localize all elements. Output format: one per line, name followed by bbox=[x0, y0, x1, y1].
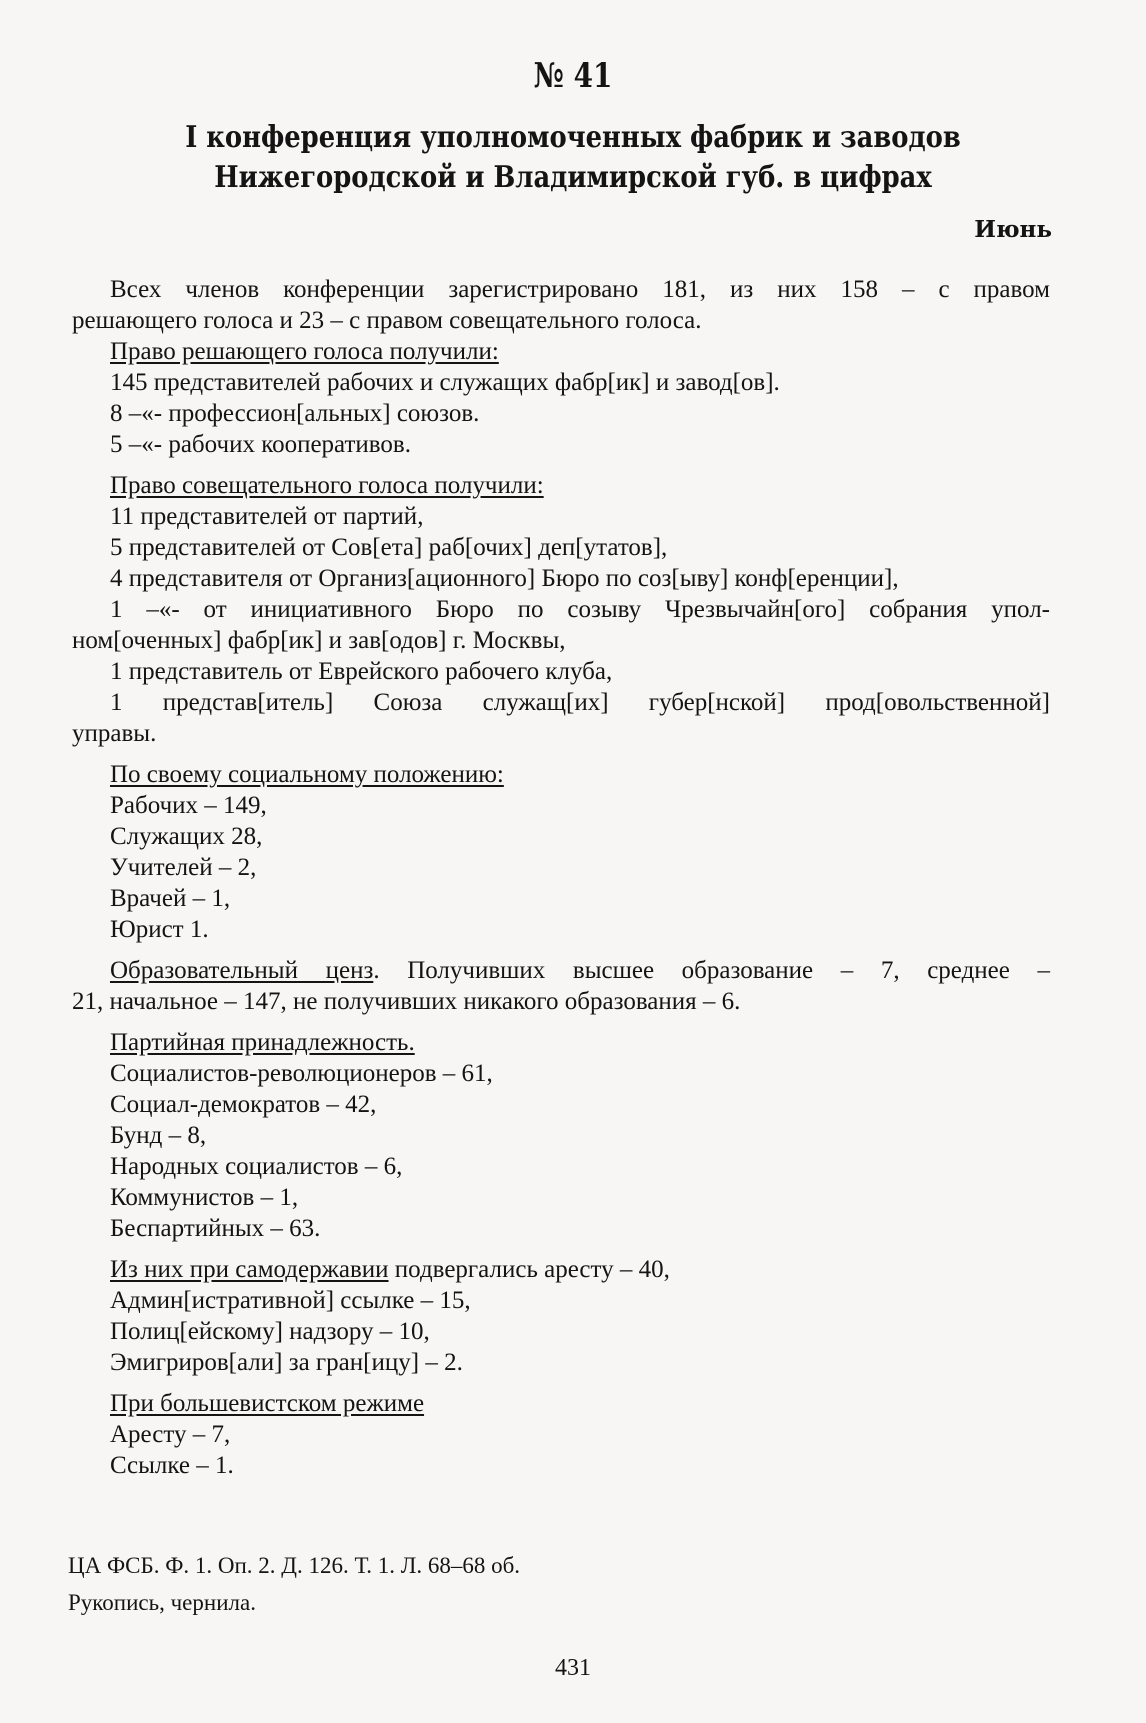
list-item: Полиц[ейскому] надзору – 10, bbox=[110, 1318, 430, 1345]
source-note bbox=[68, 1547, 520, 1621]
section-heading: Право совещательного голоса получили: bbox=[110, 472, 544, 499]
list-item: 8 –«- профессион[альных] союзов. bbox=[110, 400, 480, 427]
list-item: Админ[истративной] ссылке – 15, bbox=[110, 1287, 471, 1314]
list-item: Беспартийных – 63. bbox=[110, 1215, 321, 1242]
manuscript-note: Рукопись, чернила. bbox=[68, 1590, 256, 1615]
section-heading: Образовательный ценз bbox=[110, 957, 374, 984]
list-item: Бунд – 8, bbox=[110, 1122, 207, 1149]
list-item: 145 представителей рабочих и служащих фабр[ик] и завод[ов]. bbox=[110, 369, 780, 396]
title-line-1: I конференция уполномоченных фабрик и заводов bbox=[185, 120, 961, 155]
list-item: 5 –«- рабочих кооперативов. bbox=[110, 431, 411, 458]
section-heading: По своему социальному положению: bbox=[110, 761, 504, 788]
list-item: Учителей – 2, bbox=[110, 854, 257, 881]
list-item: Служащих 28, bbox=[110, 823, 263, 850]
advisory-vote-section bbox=[72, 470, 1050, 749]
list-item: 4 представителя от Организ[ационного] Бюро по соз[ыву] конф[еренции], bbox=[110, 565, 899, 592]
bolshevik-repression-section bbox=[72, 1388, 1050, 1481]
list-item: Аресту – 7, bbox=[110, 1421, 231, 1448]
text-run: . Получивших высшее образование – 7, среднее – bbox=[373, 957, 1050, 984]
education-section bbox=[72, 955, 1050, 1017]
list-item: Социал-демократов – 42, bbox=[110, 1091, 377, 1118]
page-number: 431 bbox=[555, 1655, 591, 1681]
list-item: 5 представителей от Сов[ета] раб[очих] деп[утатов], bbox=[110, 534, 668, 561]
list-item: Врачей – 1, bbox=[110, 885, 231, 912]
list-item: Коммунистов – 1, bbox=[110, 1184, 299, 1211]
tsarist-repression-section bbox=[72, 1254, 1050, 1378]
archive-reference: ЦА ФСБ. Ф. 1. Оп. 2. Д. 126. Т. 1. Л. 68–68 об. bbox=[68, 1553, 521, 1578]
list-item: Народных социалистов – 6, bbox=[110, 1153, 403, 1180]
title-line-2: Нижегородской и Владимирской губ. в цифрах bbox=[214, 160, 932, 195]
social-status-section bbox=[72, 759, 1050, 945]
document-number: № 41 bbox=[533, 56, 613, 96]
section-heading: Из них при самодержавии bbox=[110, 1256, 389, 1283]
list-item: Юрист 1. bbox=[110, 916, 209, 943]
text-line: Всех членов конференции зарегистрировано 181, из них 158 – с правом bbox=[110, 276, 1050, 303]
text-run: подвергались аресту – 40, bbox=[388, 1256, 670, 1283]
section-heading: Партийная принадлежность. bbox=[110, 1029, 415, 1056]
intro-paragraph bbox=[72, 274, 1050, 336]
list-item: 1 представ[итель] Союза служащ[их] губер[нской] прод[овольственной] bbox=[110, 689, 1050, 716]
list-item: Ссылке – 1. bbox=[110, 1452, 234, 1479]
list-item: Эмигриров[али] за гран[ицу] – 2. bbox=[110, 1349, 463, 1376]
section-heading: При большевистском режиме bbox=[110, 1390, 425, 1417]
list-item: Социалистов-революционеров – 61, bbox=[110, 1060, 493, 1087]
list-item: Рабочих – 149, bbox=[110, 792, 267, 819]
decisive-vote-section bbox=[72, 336, 1050, 460]
list-item: 11 представителей от партий, bbox=[110, 503, 424, 530]
list-item: ном[оченных] фабр[ик] и зав[одов] г. Москвы, bbox=[72, 627, 566, 654]
list-item: 1 представитель от Еврейского рабочего клуба, bbox=[110, 658, 613, 685]
document-title bbox=[149, 118, 997, 198]
list-item: управы. bbox=[72, 720, 157, 747]
party-section bbox=[72, 1027, 1050, 1244]
document-date: Июнь bbox=[974, 216, 1052, 243]
document-body bbox=[72, 274, 1050, 1481]
text-line: 21, начальное – 147, не получивших никакого образования – 6. bbox=[72, 988, 741, 1015]
section-heading: Право решающего голоса получили: bbox=[110, 338, 499, 365]
text-line: решающего голоса и 23 – с правом совещательного голоса. bbox=[72, 307, 702, 334]
list-item: 1 –«- от инициативного Бюро по созыву Чрезвычайн[ого] собрания упол- bbox=[110, 596, 1050, 623]
